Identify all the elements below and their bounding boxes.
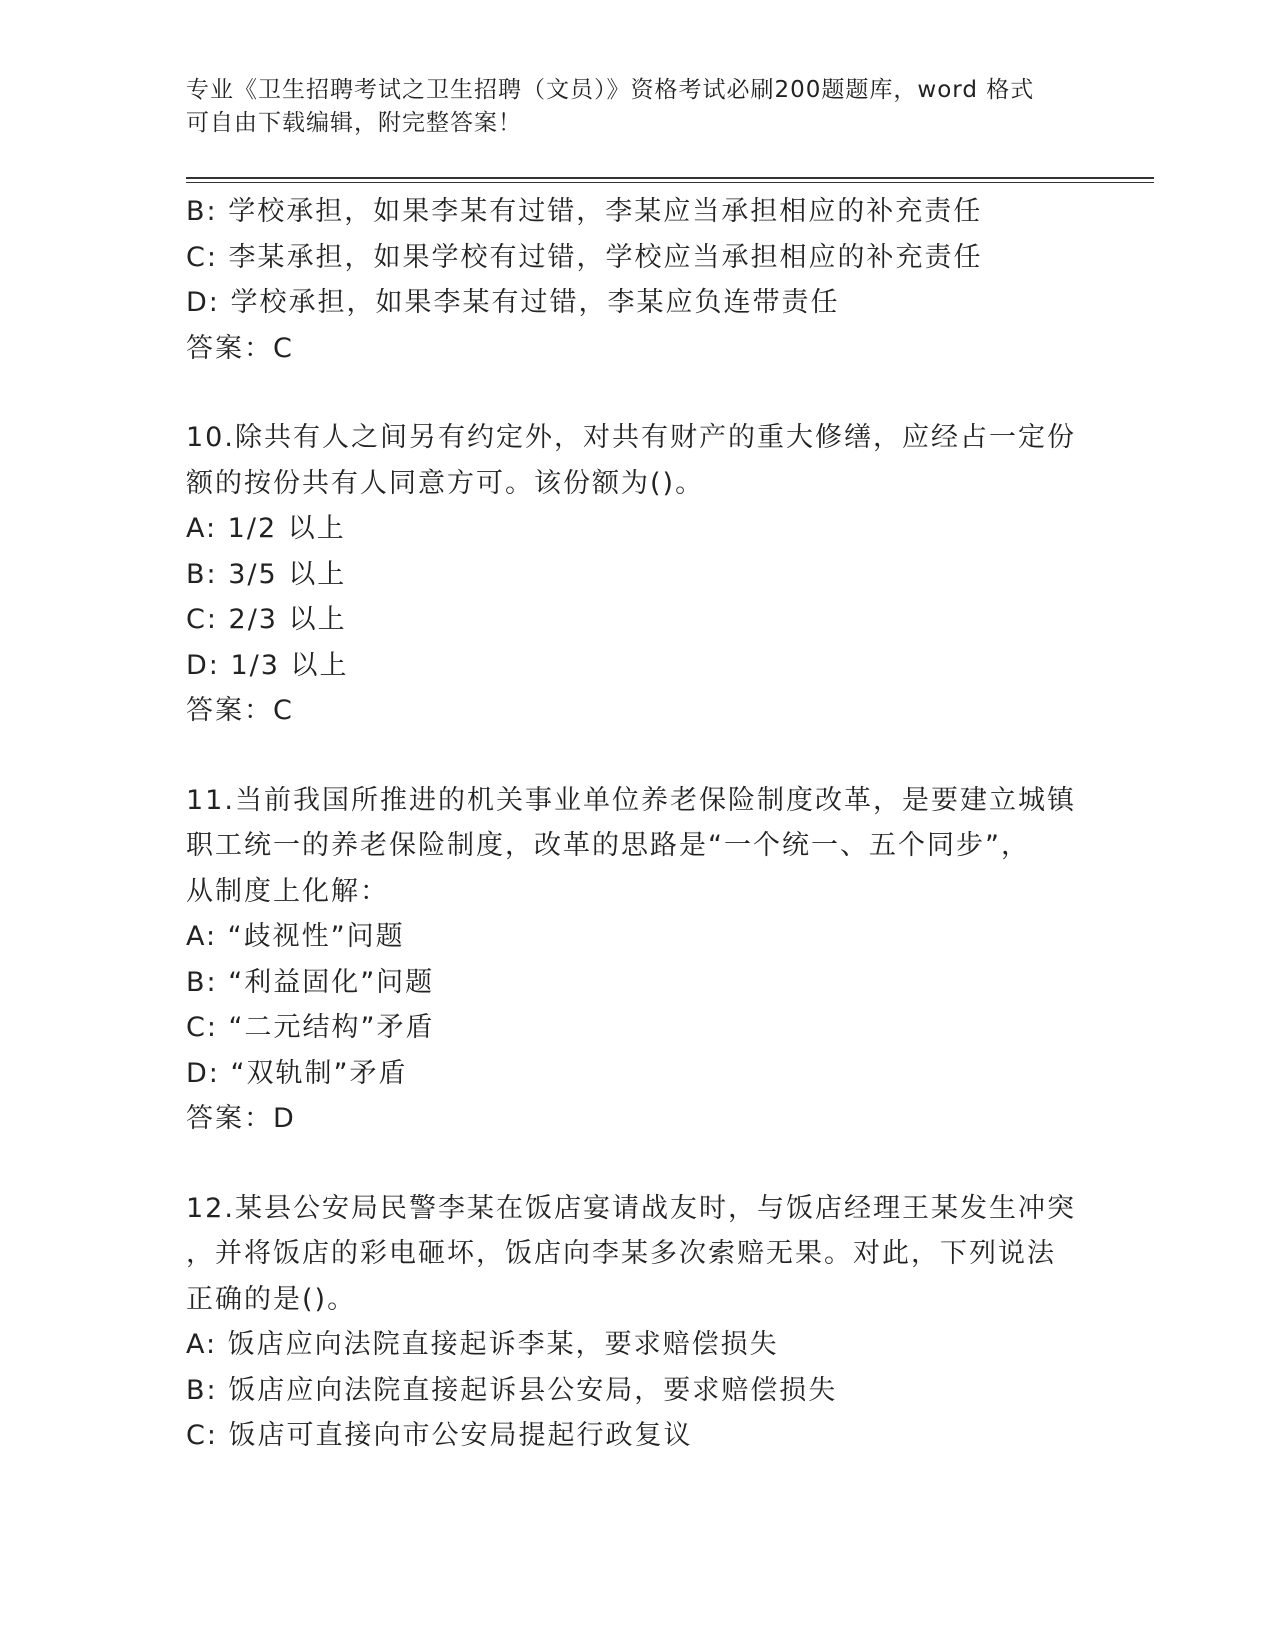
question-stem: 额的按份共有人同意方可。该份额为()。 — [186, 467, 705, 499]
question-stem: 10.除共有人之间另有约定外，对共有财产的重大修缮，应经占一定份 — [186, 422, 1076, 453]
option-b: B: 3/5 以上 — [186, 558, 347, 590]
option-b: B: “利益固化”问题 — [186, 966, 435, 998]
answer: 答案：C — [186, 332, 294, 364]
question-10 — [186, 415, 1086, 734]
question-9 — [186, 189, 1086, 371]
option-a: A: 饭店应向法院直接起诉李某，要求赔偿损失 — [186, 1329, 779, 1360]
question-stem: 11.当前我国所推进的机关事业单位养老保险制度改革，是要建立城镇 — [186, 784, 1076, 816]
option-c: C: “二元结构”矛盾 — [186, 1012, 435, 1043]
option-d: D: 学校承担，如果李某有过错，李某应负连带责任 — [186, 287, 840, 318]
question-12 — [186, 1186, 1086, 1459]
header-divider-thin — [186, 182, 1154, 183]
question-stem: 正确的是()。 — [186, 1283, 357, 1315]
option-a: A: “歧视性”问题 — [186, 921, 405, 952]
question-stem: ，并将饭店的彩电砸坏，饭店向李某多次索赔无果。对此，下列说法 — [186, 1238, 1056, 1269]
answer: 答案：D — [186, 1103, 296, 1134]
option-c: C: 饭店可直接向市公安局提起行政复议 — [186, 1420, 693, 1451]
document-header — [186, 74, 1076, 140]
header-divider-thick — [186, 177, 1154, 179]
option-d: D: “双轨制”矛盾 — [186, 1057, 408, 1089]
option-b: B: 学校承担，如果李某有过错，李某应当承担相应的补充责任 — [186, 196, 983, 227]
header-line-1: 专业《卫生招聘考试之卫生招聘（文员）》资格考试必刷200题题库，word 格式 — [186, 77, 1035, 103]
question-stem: 从制度上化解： — [186, 875, 389, 907]
answer: 答案：C — [186, 695, 294, 726]
question-stem: 职工统一的养老保险制度，改革的思路是“一个统一、五个同步”， — [186, 830, 1030, 861]
question-11 — [186, 778, 1086, 1142]
option-d: D: 1/3 以上 — [186, 649, 349, 681]
question-stem: 12.某县公安局民警李某在饭店宴请战友时，与饭店经理王某发生冲突 — [186, 1192, 1076, 1224]
option-c: C: 李某承担，如果学校有过错，学校应当承担相应的补充责任 — [186, 241, 983, 273]
option-a: A: 1/2 以上 — [186, 513, 346, 544]
header-line-2: 可自由下载编辑，附完整答案！ — [186, 110, 522, 136]
option-b: B: 饭店应向法院直接起诉县公安局，要求赔偿损失 — [186, 1374, 838, 1406]
option-c: C: 2/3 以上 — [186, 604, 347, 635]
question-list — [186, 189, 1086, 1459]
